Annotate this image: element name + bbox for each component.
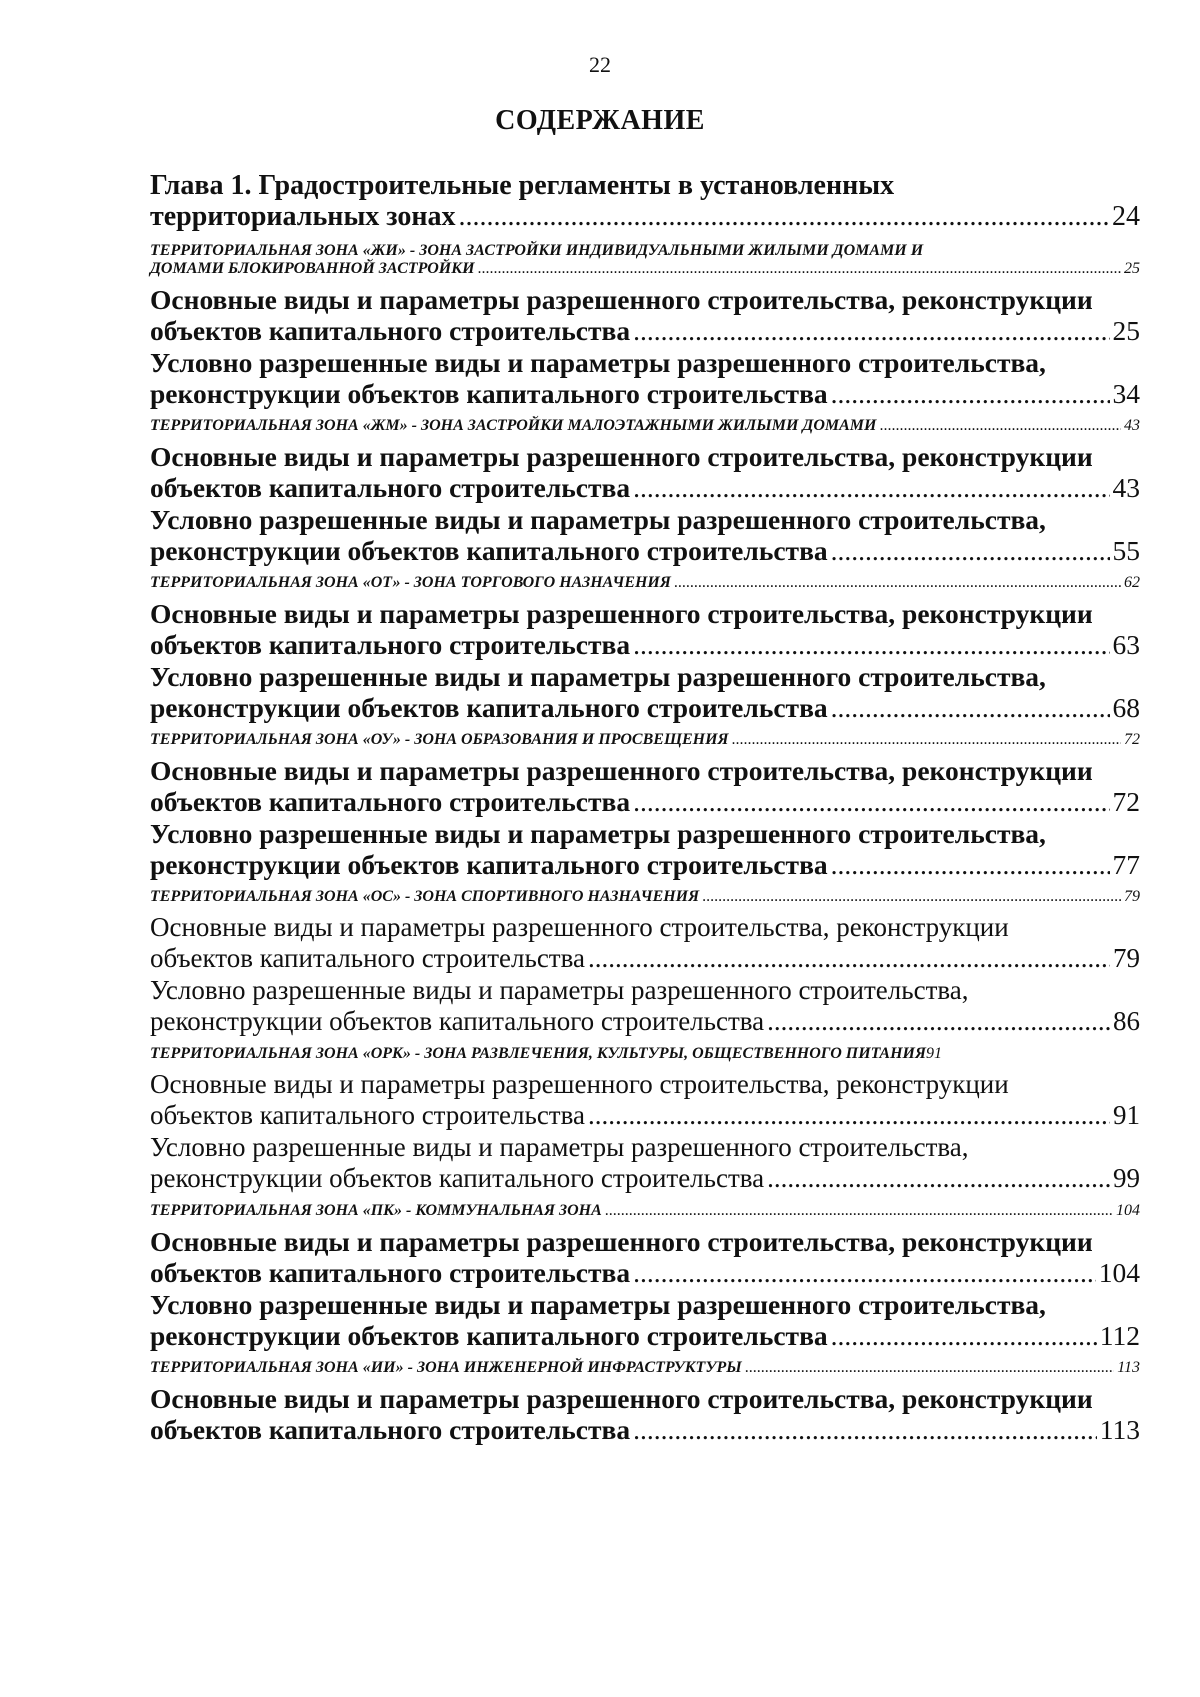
zone-page-number: 79 [1124, 888, 1140, 905]
toc-basic-entry[interactable] [150, 441, 1140, 503]
zone-page-number: 62 [1124, 574, 1140, 591]
basic-page-number: 72 [1112, 786, 1140, 817]
basic-page-number: 104 [1098, 1257, 1140, 1288]
page-number: 22 [589, 52, 611, 77]
cond-line2: реконструкции объектов капитального строительства [150, 849, 828, 880]
dot-leader [588, 1100, 1110, 1131]
zone-title-line1: ТЕРРИТОРИАЛЬНАЯ ЗОНА «ИИ» - ЗОНА ИНЖЕНЕРНОЙ ИНФРАСТРУКТУРЫ [150, 1359, 742, 1376]
dot-leader [831, 692, 1110, 723]
dot-leader [767, 1006, 1110, 1037]
dot-leader [767, 1163, 1110, 1194]
zone-page-number: 113 [1117, 1359, 1140, 1376]
toc-conditional-entry[interactable] [150, 818, 1140, 880]
basic-page-number: 43 [1112, 472, 1140, 503]
toc-basic-entry[interactable] [150, 1226, 1140, 1288]
toc-basic-entry[interactable] [150, 912, 1140, 974]
chapter-title-line2: территориальных зонах [150, 201, 456, 232]
cond-line1: Условно разрешенные виды и параметры разрешенного строительства, [150, 818, 1046, 849]
cond-page-number: 99 [1113, 1163, 1140, 1193]
toc-conditional-entry[interactable] [150, 1289, 1140, 1351]
toc-conditional-entry[interactable] [150, 504, 1140, 566]
toc-zone-entry-pk[interactable] [150, 1202, 1140, 1220]
cond-line1: Условно разрешенные виды и параметры разрешенного строительства, [150, 1289, 1046, 1320]
toc-chapter-entry[interactable] [150, 170, 1140, 232]
toc-zone-entry-ork[interactable] [150, 1045, 1140, 1063]
toc-basic-entry[interactable] [150, 1069, 1140, 1131]
zone-title-line1: ТЕРРИТОРИАЛЬНАЯ ЗОНА «ЖИ» - ЗОНА ЗАСТРОЙКИ ИНДИВИДУАЛЬНЫМИ ЖИЛЫМИ ДОМАМИ И [150, 242, 924, 259]
cond-page-number: 86 [1113, 1006, 1140, 1036]
table-of-contents [150, 170, 1140, 1446]
dot-leader [674, 574, 1121, 592]
dot-leader [633, 629, 1109, 660]
cond-line2: реконструкции объектов капитального строительства [150, 1320, 828, 1351]
basic-line2: объектов капитального строительства [150, 1257, 631, 1288]
toc-conditional-entry[interactable] [150, 1132, 1140, 1194]
dot-leader [633, 786, 1109, 817]
zone-title-line1: ТЕРРИТОРИАЛЬНАЯ ЗОНА «ОТ» - ЗОНА ТОРГОВОГО НАЗНАЧЕНИЯ [150, 574, 671, 591]
dot-leader [745, 1359, 1114, 1377]
toc-zone-entry-zhm[interactable] [150, 417, 1140, 435]
dot-leader [831, 849, 1110, 880]
dot-leader [605, 1202, 1113, 1220]
dot-leader [702, 888, 1121, 906]
chapter-page-number: 24 [1112, 201, 1140, 232]
basic-line2: объектов капитального строительства [150, 315, 631, 346]
cond-line2: реконструкции объектов капитального строительства [150, 692, 828, 723]
dot-leader [459, 201, 1109, 232]
toc-zone-entry-zhi[interactable] [150, 242, 1140, 278]
dot-leader [478, 260, 1121, 278]
basic-line2: объектов капитального строительства [150, 1414, 631, 1445]
cond-page-number: 68 [1112, 692, 1140, 723]
basic-line1: Основные виды и параметры разрешенного строительства, реконструкции [150, 1226, 1093, 1257]
zone-title-line1: ТЕРРИТОРИАЛЬНАЯ ЗОНА «ПК» - КОММУНАЛЬНАЯ ЗОНА [150, 1202, 602, 1219]
dot-leader [831, 535, 1110, 566]
cond-line1: Условно разрешенные виды и параметры разрешенного строительства, [150, 975, 969, 1005]
dot-leader [633, 1414, 1097, 1445]
basic-line1: Основные виды и параметры разрешенного строительства, реконструкции [150, 1069, 1009, 1099]
toc-conditional-entry[interactable] [150, 661, 1140, 723]
dot-leader [633, 472, 1109, 503]
toc-conditional-entry[interactable] [150, 347, 1140, 409]
basic-line1: Основные виды и параметры разрешенного строительства, реконструкции [150, 912, 1009, 942]
dot-leader [831, 378, 1110, 409]
cond-page-number: 55 [1112, 535, 1140, 566]
chapter-title-line1: Глава 1. Градостроительные регламенты в установленных [150, 170, 895, 201]
toc-conditional-entry[interactable] [150, 975, 1140, 1037]
toc-zone-entry-os[interactable] [150, 888, 1140, 906]
zone-title-line1: ТЕРРИТОРИАЛЬНАЯ ЗОНА «ОРК» - ЗОНА РАЗВЛЕЧЕНИЯ, КУЛЬТУРЫ, ОБЩЕСТВЕННОГО ПИТАНИЯ [150, 1045, 927, 1062]
basic-page-number: 25 [1112, 315, 1140, 346]
cond-line2: реконструкции объектов капитального строительства [150, 535, 828, 566]
contents-heading: СОДЕРЖАНИЕ [495, 105, 705, 136]
basic-line2: объектов капитального строительства [150, 472, 631, 503]
basic-line1: Основные виды и параметры разрешенного строительства, реконструкции [150, 441, 1093, 472]
dot-leader [633, 1257, 1096, 1288]
basic-page-number: 113 [1099, 1414, 1140, 1445]
dot-leader [879, 417, 1121, 435]
basic-page-number: 63 [1112, 629, 1140, 660]
toc-zone-entry-ii[interactable] [150, 1359, 1140, 1377]
basic-line1: Основные виды и параметры разрешенного строительства, реконструкции [150, 1383, 1093, 1414]
zone-title-line1: ТЕРРИТОРИАЛЬНАЯ ЗОНА «ЖМ» - ЗОНА ЗАСТРОЙКИ МАЛОЭТАЖНЫМИ ЖИЛЫМИ ДОМАМИ [150, 417, 877, 434]
zone-title-line2: ДОМАМИ БЛОКИРОВАННОЙ ЗАСТРОЙКИ [150, 260, 475, 277]
cond-line2: реконструкции объектов капитального строительства [150, 378, 828, 409]
zone-page-number: 91 [926, 1045, 943, 1062]
zone-page-number: 43 [1124, 417, 1140, 434]
cond-line2: реконструкции объектов капитального строительства [150, 1163, 765, 1193]
cond-line1: Условно разрешенные виды и параметры разрешенного строительства, [150, 347, 1046, 378]
cond-line1: Условно разрешенные виды и параметры разрешенного строительства, [150, 661, 1046, 692]
cond-page-number: 112 [1099, 1320, 1140, 1351]
toc-zone-entry-ot[interactable] [150, 574, 1140, 592]
basic-line2: объектов капитального строительства [150, 786, 631, 817]
basic-line2: объектов капитального строительства [150, 943, 585, 973]
zone-title-line1: ТЕРРИТОРИАЛЬНАЯ ЗОНА «ОУ» - ЗОНА ОБРАЗОВАНИЯ И ПРОСВЕЩЕНИЯ [150, 731, 729, 748]
dot-leader [633, 315, 1109, 346]
cond-line1: Условно разрешенные виды и параметры разрешенного строительства, [150, 504, 1046, 535]
basic-line1: Основные виды и параметры разрешенного строительства, реконструкции [150, 284, 1093, 315]
toc-zone-entry-ou[interactable] [150, 731, 1140, 749]
dot-leader [831, 1320, 1097, 1351]
cond-line2: реконструкции объектов капитального строительства [150, 1006, 765, 1036]
dot-leader [732, 731, 1121, 749]
cond-page-number: 34 [1112, 378, 1140, 409]
toc-basic-entry[interactable] [150, 1383, 1140, 1445]
toc-basic-entry[interactable] [150, 284, 1140, 346]
toc-basic-entry[interactable] [150, 755, 1140, 817]
zone-page-number: 72 [1124, 731, 1140, 748]
basic-page-number: 91 [1113, 1100, 1140, 1130]
zone-title-line1: ТЕРРИТОРИАЛЬНАЯ ЗОНА «ОС» - ЗОНА СПОРТИВНОГО НАЗНАЧЕНИЯ [150, 888, 700, 905]
basic-line1: Основные виды и параметры разрешенного строительства, реконструкции [150, 755, 1093, 786]
zone-page-number: 25 [1124, 260, 1140, 277]
cond-line1: Условно разрешенные виды и параметры разрешенного строительства, [150, 1132, 969, 1162]
toc-basic-entry[interactable] [150, 598, 1140, 660]
zone-page-number: 104 [1116, 1202, 1140, 1219]
basic-line1: Основные виды и параметры разрешенного строительства, реконструкции [150, 598, 1093, 629]
basic-line2: объектов капитального строительства [150, 1100, 585, 1130]
basic-line2: объектов капитального строительства [150, 629, 631, 660]
cond-page-number: 77 [1112, 849, 1140, 880]
basic-page-number: 79 [1113, 943, 1140, 973]
dot-leader [588, 943, 1110, 974]
